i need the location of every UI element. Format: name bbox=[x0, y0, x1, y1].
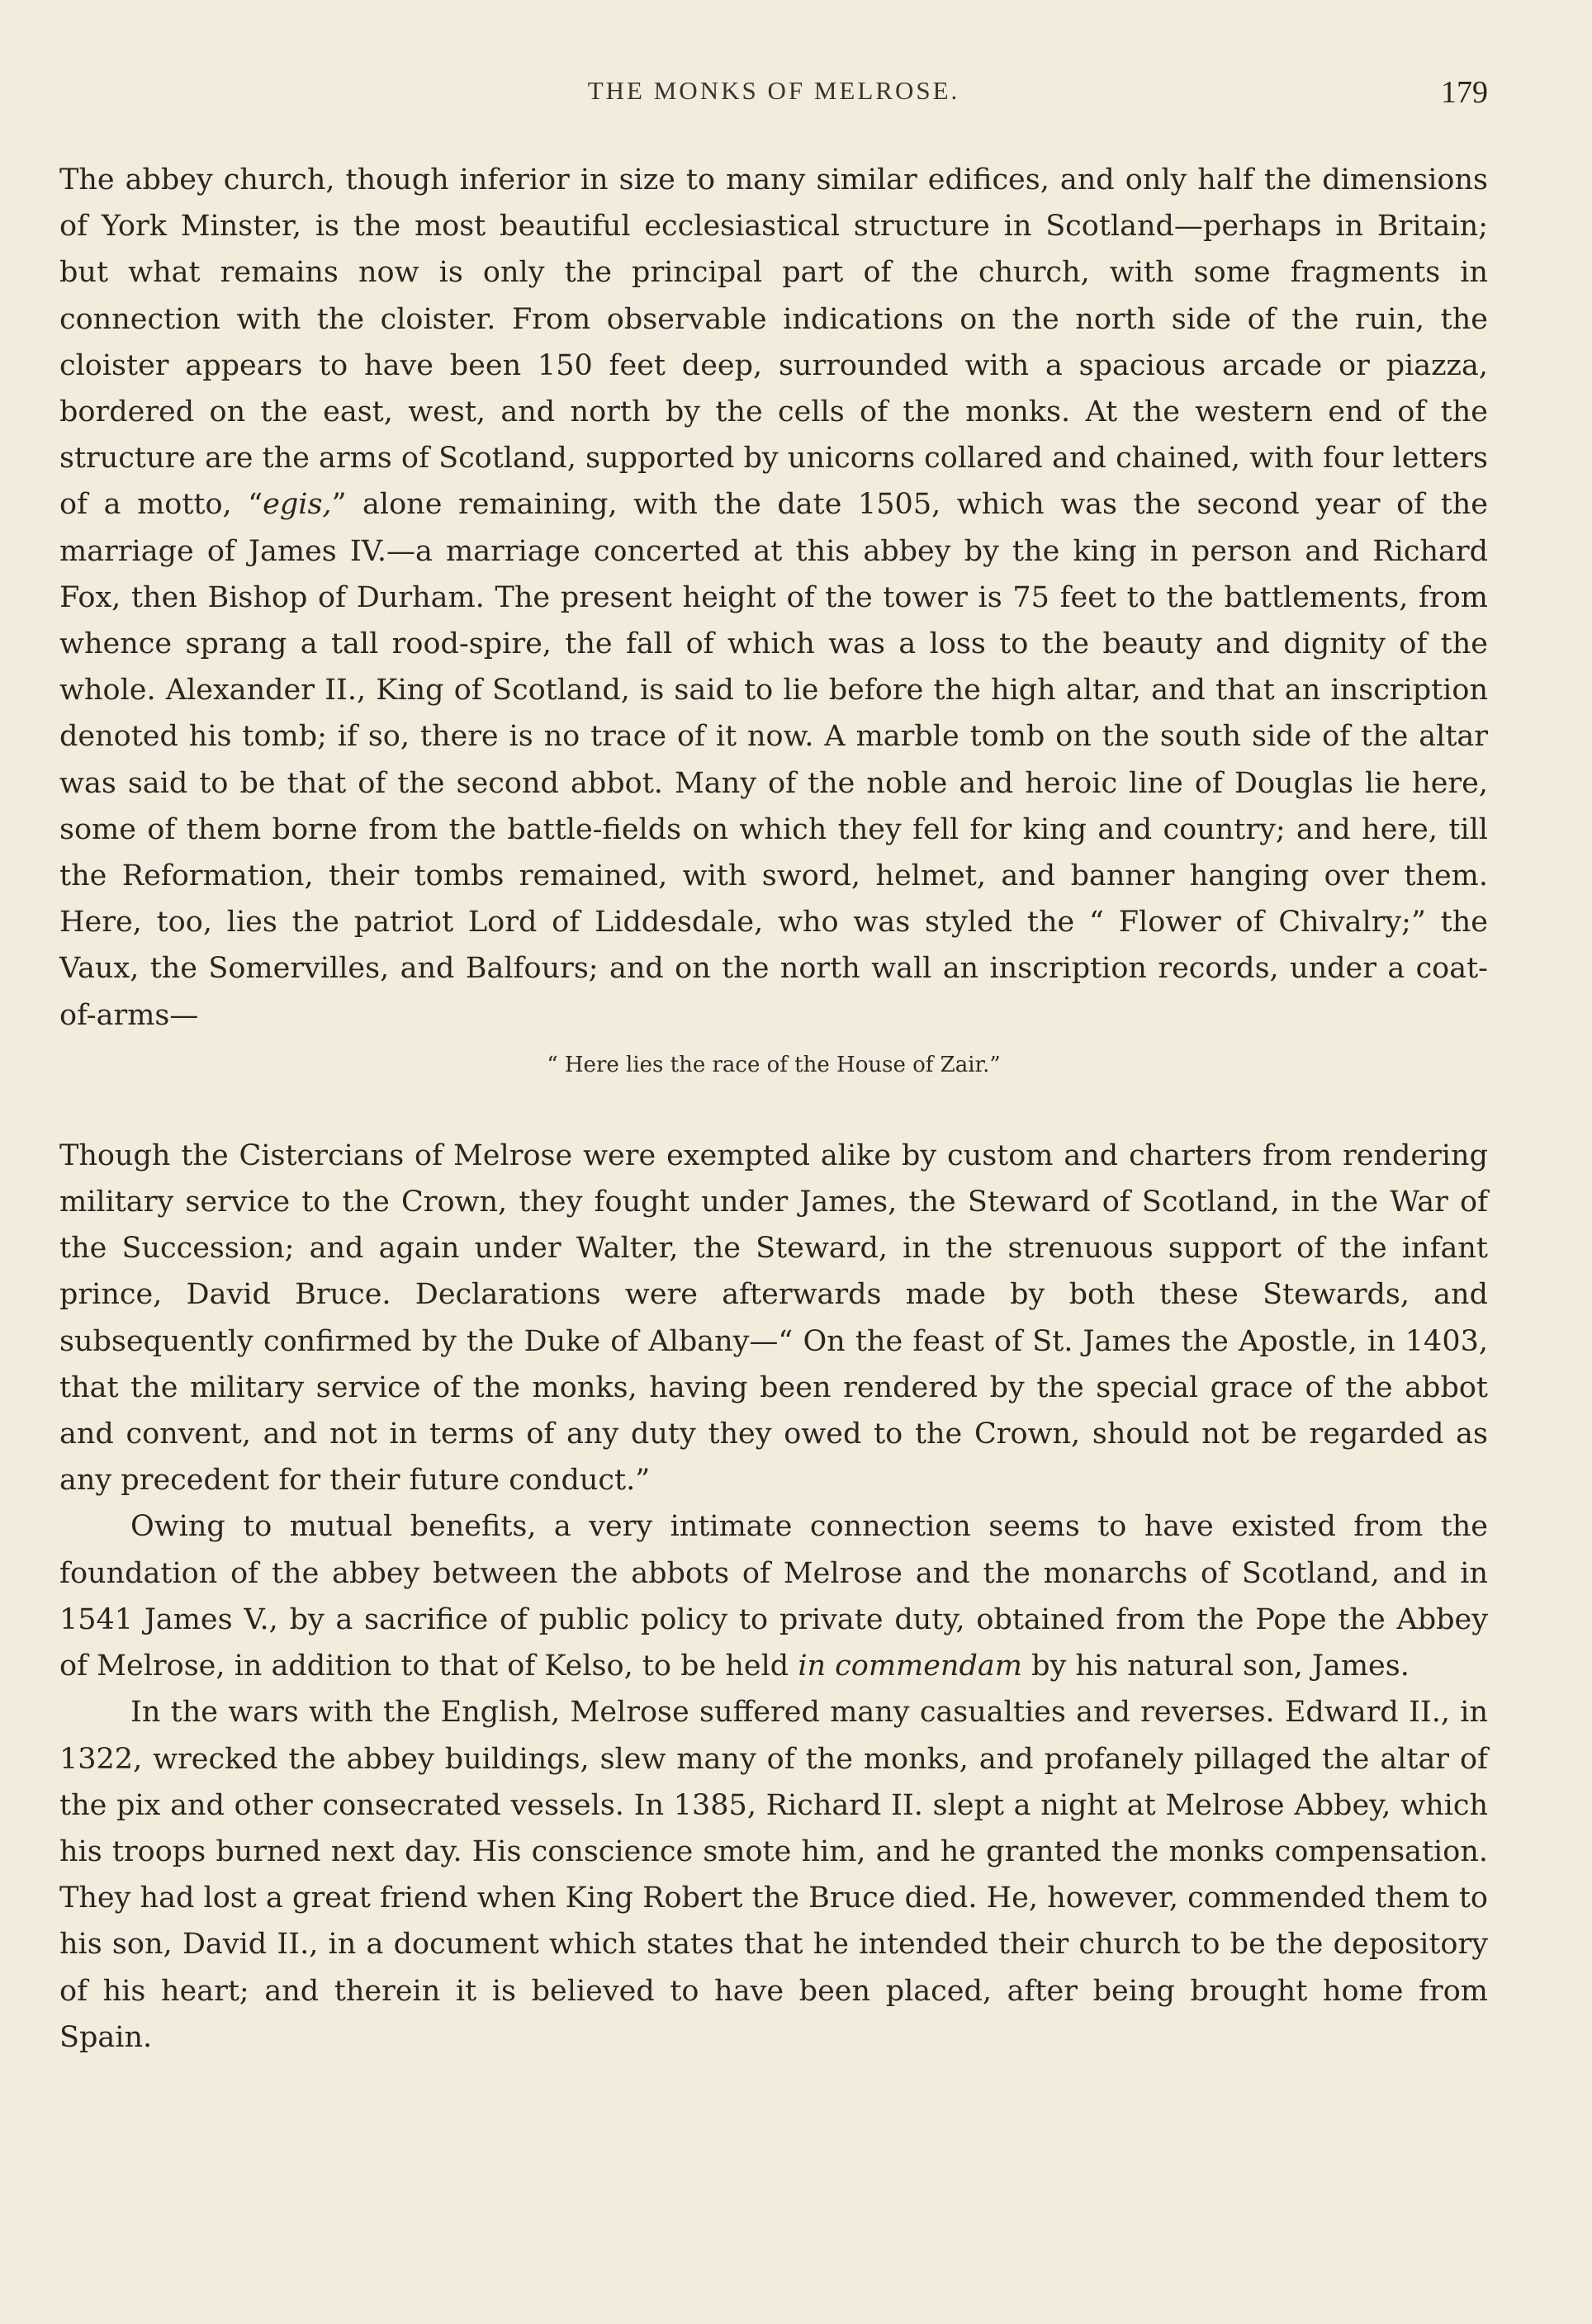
paragraph-2-text: Though the Cistercians of Melrose were exempted alike by custom and charters from rendering military service to the Crown, they fought under James, the Steward of Scotland, in the War of the Succession; and again under Walter, the Steward, in the strenuous support of the infant prince, David Bruce. Declarations were afterwards made by both these Stewards, and subsequently confirmed by the Duke of Albany—“ On the feast of St. James the Apostle, in 1403, that the military service of the monks, having been rendered by the special grace of the abbot and convent, and not in terms of any duty they owed to the Crown, should not be regarded as any precedent for their future conduct.” bbox=[59, 1138, 1488, 1498]
paragraph-1-motto: egis, bbox=[263, 488, 332, 522]
running-title: THE MONKS OF MELROSE. bbox=[587, 76, 960, 105]
paragraph-2 bbox=[59, 1133, 1488, 1504]
page-number: 179 bbox=[1441, 75, 1488, 110]
inscription-quote: “ Here lies the race of the House of Zair.” bbox=[547, 1052, 1001, 1077]
paragraph-1-text-a: The abbey church, though inferior in size to many similar edifices, and only half the dimensions of York Minster, is the most beautiful ecclesiastical structure in Scotland—perhaps in Britain; but what remains now is only the principal part of the church, with some fragments in connection with the cloister. From observable indications on the north side of the ruin, the cloister appears to have been 150 feet deep, surrounded with a spacious arcade or piazza, bordered on the east, west, and north by the cells of the monks. At the western end of the structure are the arms of Scotland, supported by unicorns collared and chained, with four letters of a motto, “ bbox=[59, 163, 1488, 522]
paragraph-4-text: In the wars with the English, Melrose suffered many casualties and reverses. Edward II., in 1322, wrecked the abbey buildings, slew many of the monks, and profanely pillaged the altar of the pix and other consecrated vessels. In 1385, Richard II. slept a night at Melrose Abbey, which his troops burned next day. His conscience smote him, and he granted the monks compensation. They had lost a great friend when King Robert the Bruce died. He, however, commended them to his son, David II., in a document which states that he intended their church to be the depository of his heart; and therein it is believed to have been placed, after being brought home from Spain. bbox=[59, 1696, 1488, 2054]
paragraph-3-latin: in commendam bbox=[798, 1650, 1022, 1683]
paragraph-4 bbox=[59, 1689, 1488, 2061]
paragraph-1-text-b: ” alone remaining, with the date 1505, which was the second year of the marriage of James IV.—a marriage concerted at this abbey by the king in person and Richard Fox, then Bishop of Durham. The present height of the tower is 75 feet to the battlements, from whence sprang a tall rood-spire, the fall of which was a loss to the beauty and dignity of the whole. Alexander II., King of Scotland, is said to lie before the high altar, and that an inscription denoted his tomb; if so, there is no trace of it now. A marble tomb on the south side of the altar was said to be that of the second abbot. Many of the noble and heroic line of Douglas lie here, some of them borne from the battle-fields on which they fell for king and country; and here, till the Reformation, their tombs remained, with sword, helmet, and banner hanging over them. Here, too, lies the patriot Lord of Liddesdale, who was styled the “ Flower of Chivalry;” the Vaux, the Somervilles, and Balfours; and on the north wall an inscription records, under a coat-of-arms— bbox=[59, 488, 1489, 1032]
paragraph-3-text-b: by his natural son, James. bbox=[1021, 1650, 1410, 1683]
paragraph-3-text-a: Owing to mutual benefits, a very intimate connection seems to have existed from the foundation of the abbey between the abbots of Melrose and the monarchs of Scotland, and in 1541 James V., by a sacrifice of public policy to private duty, obtained from the Pope the Abbey of Melrose, in addition to that of Kelso, to be held bbox=[59, 1510, 1488, 1683]
paragraph-1 bbox=[59, 157, 1488, 1039]
running-head bbox=[59, 76, 1488, 117]
body-text bbox=[59, 157, 1488, 2061]
paragraph-3 bbox=[59, 1503, 1488, 1689]
